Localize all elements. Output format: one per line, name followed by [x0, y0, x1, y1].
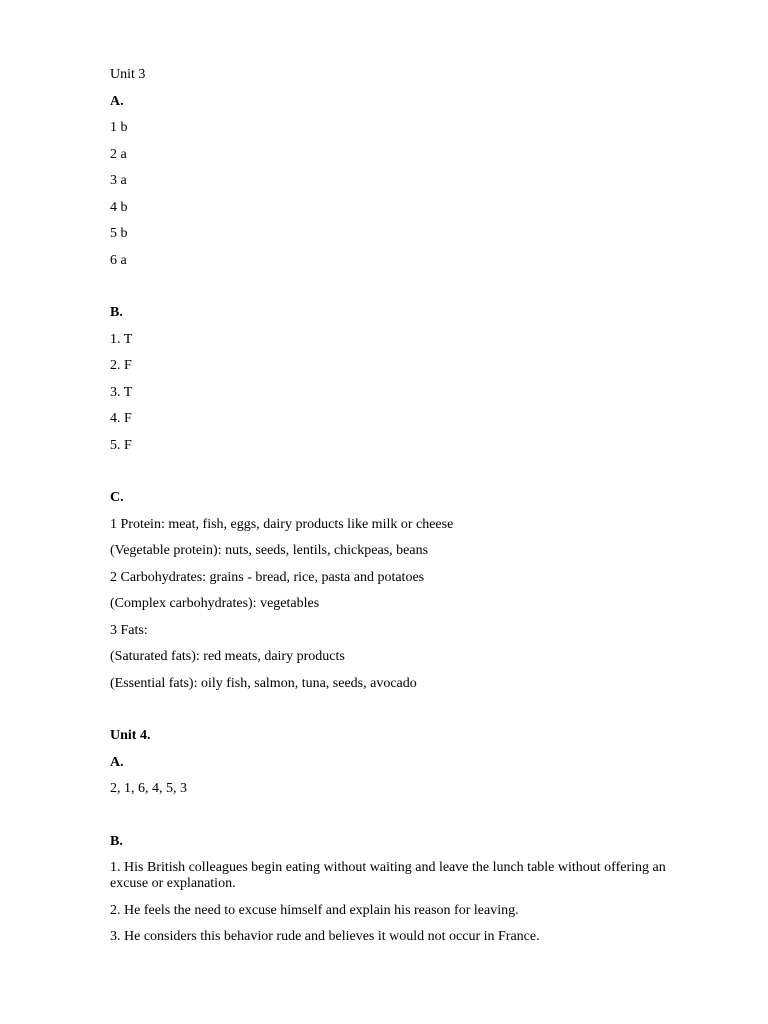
unit3-c-item: (Vegetable protein): nuts, seeds, lentils, chickpeas, beans — [110, 543, 429, 558]
unit4-b-item: 1. His British colleagues begin eating without waiting and leave the lunch table without offering an excuse or explanation. — [110, 860, 666, 891]
unit3-b-item: 3. T — [110, 384, 133, 400]
unit3-title: Unit 3 — [110, 67, 146, 82]
unit3-c-item: (Complex carbohydrates): vegetables — [110, 596, 320, 611]
unit3-c-item: (Essential fats): oily fish, salmon, tuna, seeds, avocado — [110, 675, 417, 691]
unit4-title: Unit 4. — [110, 728, 151, 743]
unit3-c-item: 1 Protein: meat, fish, eggs, dairy products like milk or cheese — [110, 516, 454, 532]
unit3-a-item: 5 b — [110, 226, 128, 241]
unit4-section-a-heading: A. — [110, 754, 124, 770]
spacer — [110, 808, 690, 834]
unit4-section-b-heading: B. — [110, 833, 123, 849]
document-page — [110, 67, 690, 956]
unit3-a-item: 6 a — [110, 252, 127, 268]
unit3-c-item: 3 Fats: — [110, 622, 148, 638]
unit3-section-b-heading: B. — [110, 305, 123, 320]
unit3-section-c-heading: C. — [110, 490, 124, 505]
spacer — [110, 702, 690, 728]
unit3-c-item: 2 Carbohydrates: grains - bread, rice, pasta and potatoes — [110, 569, 425, 585]
unit4-b-item: 2. He feels the need to excuse himself and explain his reason for leaving. — [110, 902, 519, 918]
unit3-b-item: 5. F — [110, 437, 132, 453]
unit4-a-answer: 2, 1, 6, 4, 5, 3 — [110, 781, 187, 796]
spacer — [110, 279, 690, 305]
spacer — [110, 464, 690, 490]
unit3-a-item: 3 a — [110, 173, 127, 188]
unit3-c-item: (Saturated fats): red meats, dairy products — [110, 649, 345, 664]
unit3-b-item: 4. F — [110, 411, 132, 426]
unit3-b-item: 1. T — [110, 331, 133, 347]
unit3-a-item: 1 b — [110, 120, 128, 135]
unit3-section-a-heading: A. — [110, 93, 124, 109]
unit3-a-item: 4 b — [110, 199, 128, 215]
unit3-b-item: 2. F — [110, 358, 132, 373]
unit4-b-item: 3. He considers this behavior rude and believes it would not occur in France. — [110, 929, 540, 944]
unit3-a-item: 2 a — [110, 146, 127, 162]
